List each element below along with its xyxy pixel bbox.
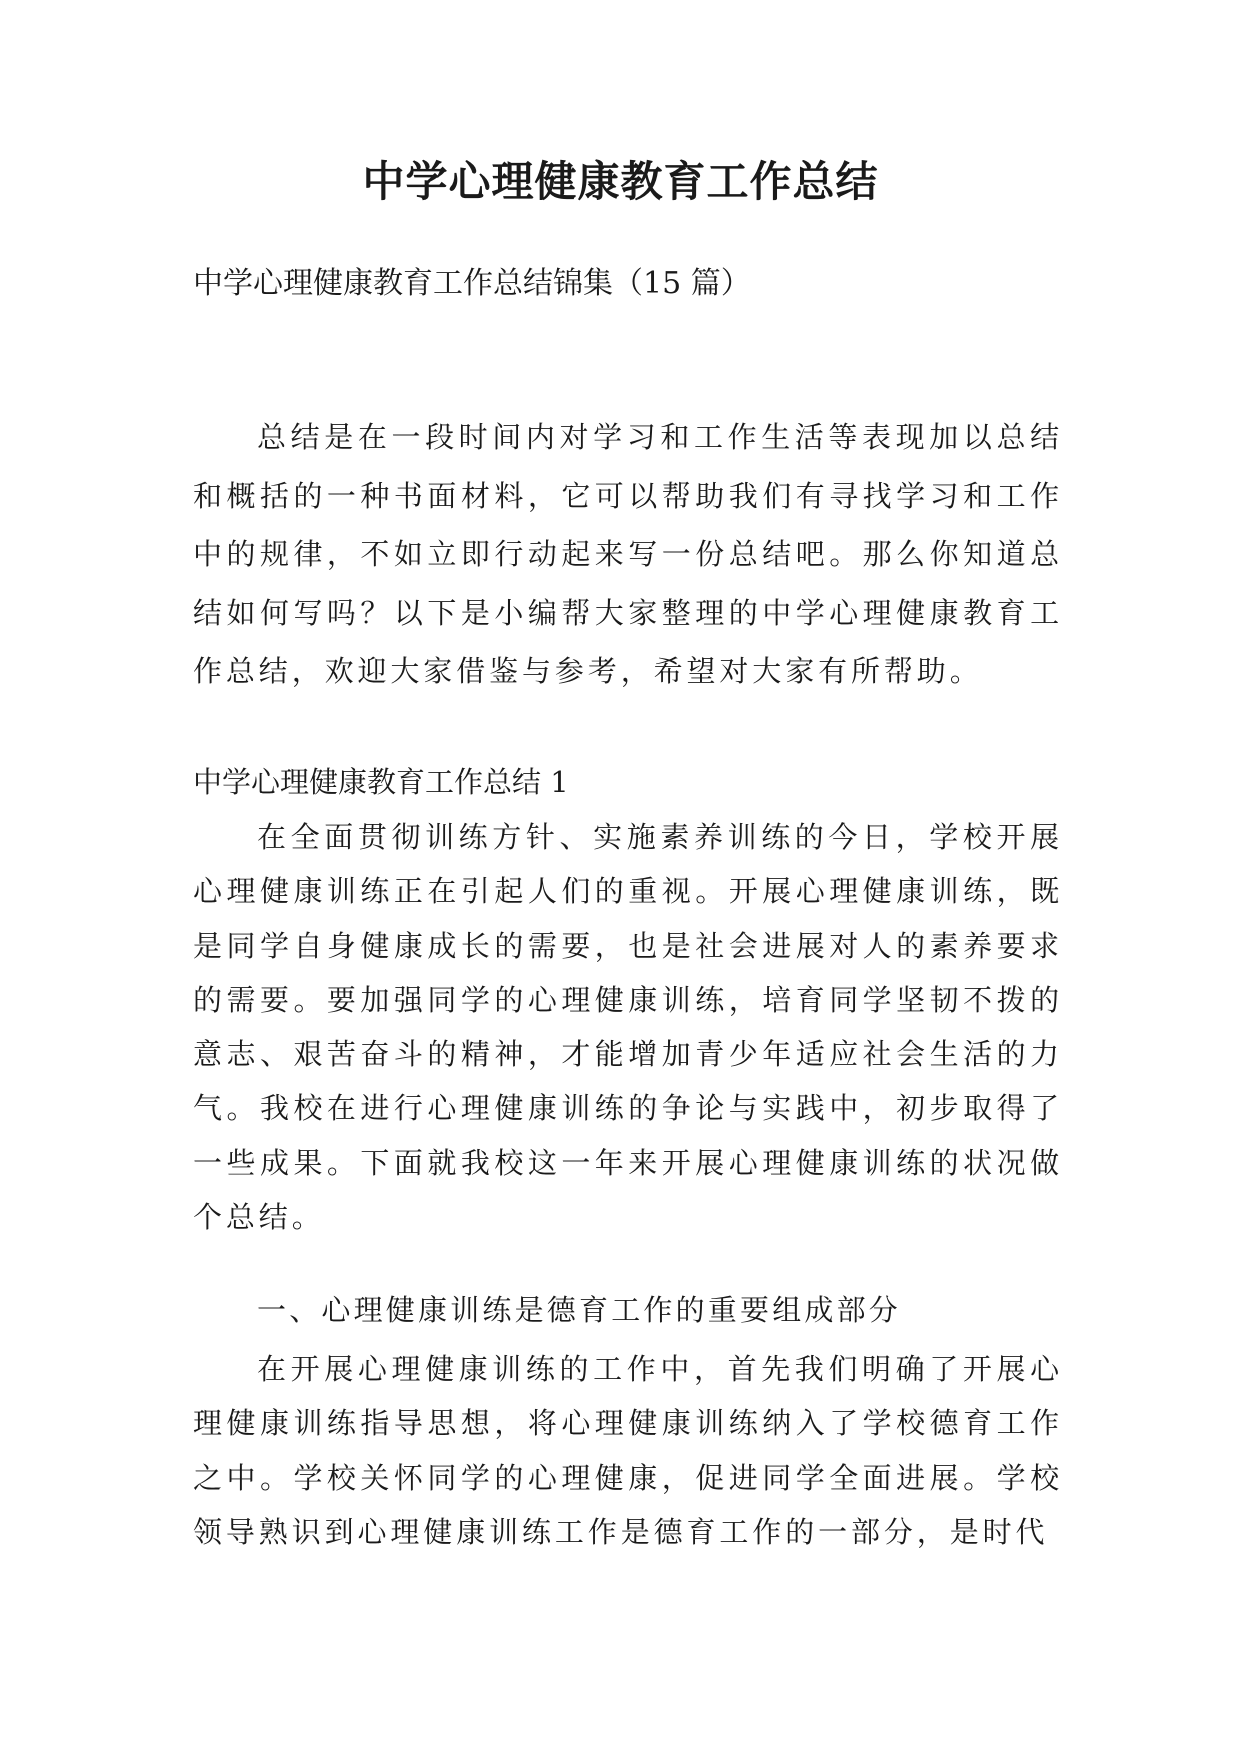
section-paragraph: 在全面贯彻训练方针、实施素养训练的今日，学校开展心理健康训练正在引起人们的重视。开展心理健康训练，既是同学自身健康成长的需要，也是社会进展对人的素养要求的需要。要加强同学的心理健康训练，培育同学坚韧不拨的意志、艰苦奋斗的精神，才能增加青少年适应社会生活的力气。我校在进行心理健康训练的争论与实践中，初步取得了一些成果。下面就我校这一年来开展心理健康训练的状况做个总结。 (193, 820, 1063, 1235)
section-heading: 中学心理健康教育工作总结 1 (193, 765, 569, 799)
section-paragraph-continued: 在开展心理健康训练的工作中，首先我们明确了开展心理健康训练指导思想，将心理健康训练纳入了学校德育工作之中。学校关怀同学的心理健康，促进同学全面进展。学校领导熟识到心理健康训练工作是德育工作的一部分，是时代 (193, 1352, 1063, 1549)
intro-paragraph: 总结是在一段时间内对学习和工作生活等表现加以总结和概括的一种书面材料，它可以帮助我们有寻找学习和工作中的规律，不如立即行动起来写一份总结吧。那么你知道总结如何写吗？以下是小编帮大家整理的中学心理健康教育工作总结，欢迎大家借鉴与参考，希望对大家有所帮助。 (193, 420, 1063, 688)
document-subtitle: 中学心理健康教育工作总结锦集（15 篇） (193, 266, 751, 301)
document-title: 中学心理健康教育工作总结 (362, 157, 879, 206)
sub-heading: 一、心理健康训练是德育工作的重要组成部分 (257, 1293, 902, 1327)
